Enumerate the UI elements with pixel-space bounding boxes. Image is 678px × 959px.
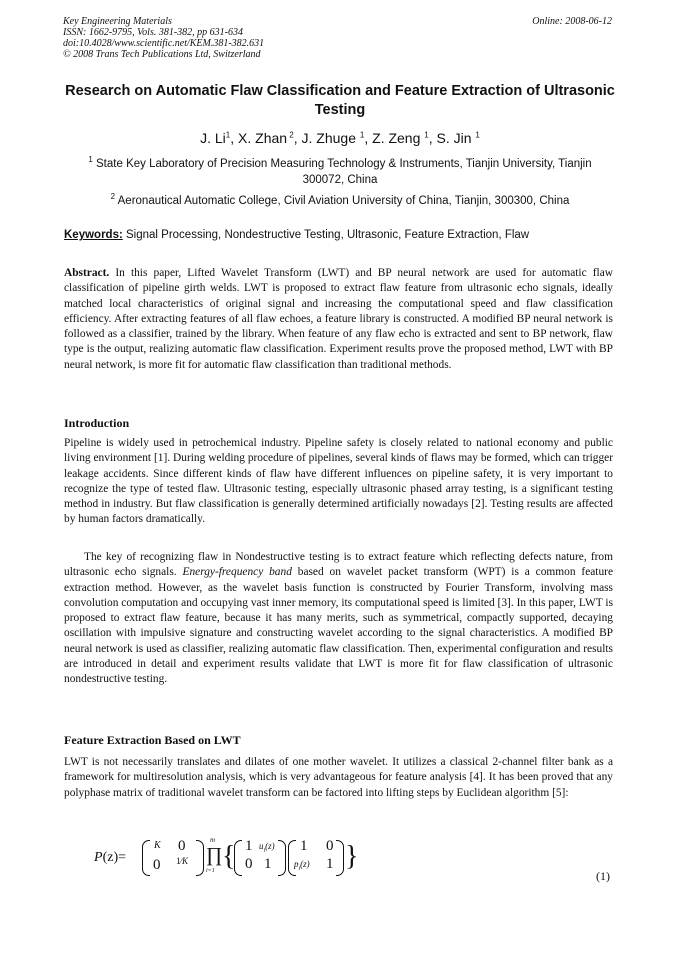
- paper-title: Research on Automatic Flaw Classification and Feature Extraction of Ultrasonic Testing: [65, 83, 615, 118]
- journal-header: [63, 16, 264, 60]
- matrix-scaling: K 0 0 1⁄K: [142, 838, 204, 878]
- equation-lhs: P(z)=: [94, 850, 126, 865]
- doi-line: doi:10.4028/www.scientific.net/KEM.381-382.631: [63, 38, 265, 49]
- product-symbol: ∏: [206, 844, 223, 866]
- issn-line: ISSN: 1662-9795, Vols. 381-382, pp 631-634: [63, 27, 243, 38]
- affiliation-1: $^1$ State Key Laboratory of Precision Measuring Technology & Instruments, Tianjin University, Tianjin 300072, China: [88, 155, 592, 186]
- equation-number: (1): [596, 869, 610, 883]
- intro-paragraph-2: The key of recognizing flaw in Nondestructive testing is to extract feature which reflecting defects nature, from ultrasonic echo signals. Energy-frequency band based on wavelet packet transform (WPT) is a common feature extraction method. However, as the wavelet basis function is constructed by Fourier Transform, involving mass convolution computation and occupying vast inner memory, its computational speed is limited [3]. In this paper, LWT is proposed to extract flaw feature, because it has many merits, such as symmetrical, compactly supported, decaying oscillation with impulsive signature and constructing wavelet according to the signal characteristics. A modified BP neural network is used as classifier, realizing automatic flaw classification. Then, experimental configuration and results are introduced in detail and experiment results validate that LWT is more fit for flaw classification of ultrasonic nondestructive testing.: [64, 551, 614, 686]
- copyright-line: © 2008 Trans Tech Publications Ltd, Switzerland: [63, 49, 261, 60]
- affiliation-2: $^2$ Aeronautical Automatic College, Civil Aviation University of China, Tianjin, 300300, China: [110, 192, 570, 207]
- author-list: J. Li$^1$, X. Zhan $^2$, J. Zhuge $^1$, Z. Zeng $^1$, S. Jin $^1$: [200, 130, 480, 146]
- author: J. Zhuge: [301, 130, 357, 146]
- online-date: Online: 2008-06-12: [532, 16, 612, 27]
- keywords-text: Signal Processing, Nondestructive Testing, Ultrasonic, Feature Extraction, Flaw: [126, 229, 530, 241]
- intro-paragraph-1: Pipeline is widely used in petrochemical industry. Pipeline safety is closely related to national economy and public living environment [1]. During welding procedure of pipelines, several kinds of flaws may be formed, which can trigger leakage accidents. Since different kinds of flaw have different influences on pipeline safety, it is very important to recognize the type of tested flaw. Ultrasonic testing, especially ultrasonic phased array testing, is a significant testing method in industry. But flaw classification is generally determined artificially nowadays [2]. Testing results are affected by human factors dramatically.: [64, 437, 613, 526]
- matrix-update: 1 $u_i(z)$ 0 1: [234, 838, 286, 878]
- abstract-label: Abstract.: [64, 267, 110, 279]
- keywords-label: Keywords:: [64, 229, 123, 241]
- matrix-predict: 1 0 $p_i(z)$ 1: [288, 838, 344, 878]
- keywords: [64, 229, 616, 241]
- equation-1: P(z)= K 0 0 1⁄K m ∏ i=1 { 1 $u_i(z)$ 0 1 1 0 $p_i(z)$ 1 }: [94, 838, 394, 878]
- section-heading-feature-extraction: Feature Extraction Based on LWT: [64, 733, 241, 747]
- author: S. Jin: [436, 130, 472, 146]
- author: Z. Zeng: [372, 130, 421, 146]
- section-heading-introduction: Introduction: [64, 416, 130, 430]
- author: X. Zhan: [238, 130, 288, 146]
- author: J. Li: [200, 130, 226, 146]
- feature-paragraph-1: LWT is not necessarily translates and dilates of one mother wavelet. It utilizes a classical 2-channel filter bank as a framework for multiresolution analysis, which is very advantageous for feature analysis [4]. It has been proved that any polyphase matrix of traditional wavelet transform can be factored into lifting steps by Euclidean algorithm [5]:: [64, 756, 613, 799]
- abstract: [64, 266, 613, 373]
- abstract-text: In this paper, Lifted Wavelet Transform (LWT) and BP neural network are used for automatic flaw classification of pipeline girth welds. LWT is proposed to extract flaw feature from ultrasonic echo signals, ideally matched local characteristics of original signal and increasing the computational speed and flaw classification efficiency. After extracting features of all flaw echoes, a feature library is constructed. A modified BP neural network is followed as a classifier, trained by the library. When feature of any flaw echo is extracted and sent to BP network, flaw type is the output, realizing automatic flaw classification. Experiment results prove the proposed method, LWT with BP neural network, is more fit for automatic flaw classification than traditional methods.: [64, 267, 613, 371]
- journal-name: Key Engineering Materials: [63, 16, 172, 27]
- inverse-k: 1⁄K: [176, 856, 189, 866]
